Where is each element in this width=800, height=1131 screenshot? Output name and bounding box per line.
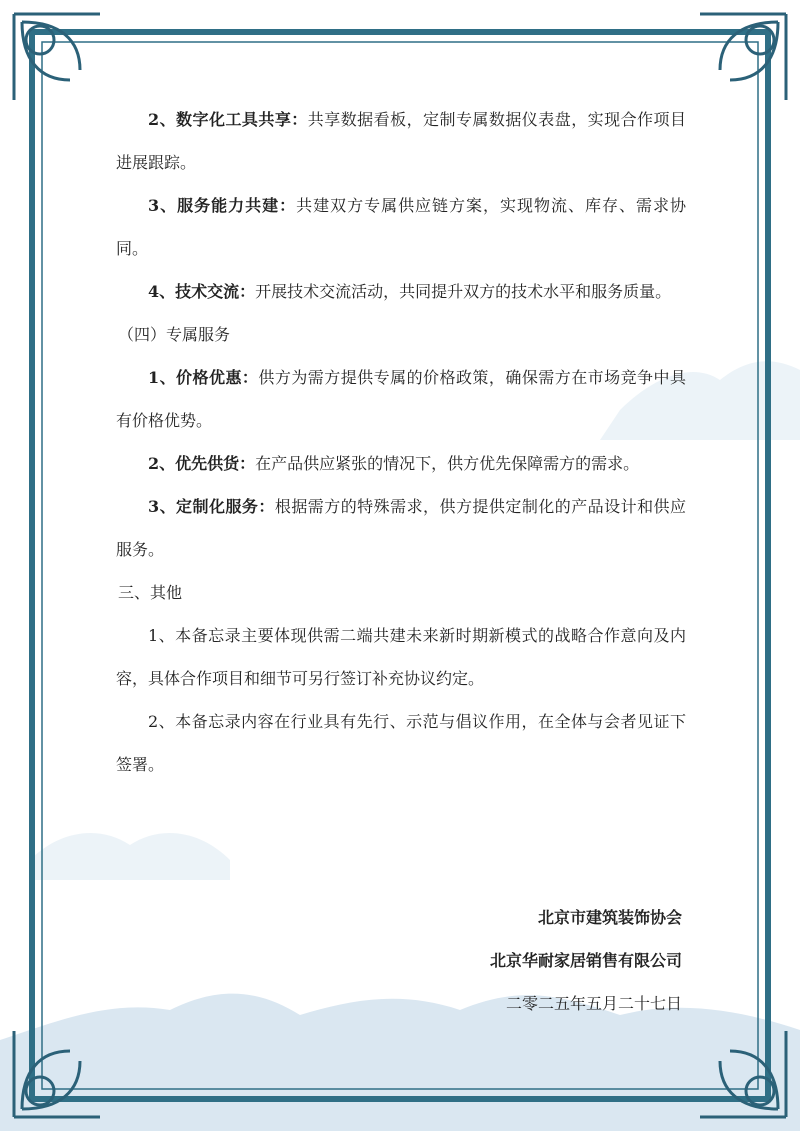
signature-block	[490, 896, 682, 1025]
other-item-2: 2、本备忘录内容在行业具有先行、示范与倡议作用，在全体与会者见证下签署。	[116, 712, 686, 774]
paragraph-4: 4、技术交流：开展技术交流活动，共同提升双方的技术水平和服务质量。	[148, 282, 672, 301]
signing-date: 二零二五年五月二十七日	[505, 994, 682, 1013]
document-body	[116, 98, 686, 786]
paragraph-2: 2、数字化工具共享：共享数据看板，定制专属数据仪表盘，实现合作项目进展跟踪。	[116, 110, 686, 172]
service-item-3: 3、定制化服务：根据需方的特殊需求，供方提供定制化的产品设计和供应服务。	[116, 497, 686, 559]
signatory-org-1: 北京市建筑装饰协会	[537, 908, 682, 927]
section-heading-other: 三、其他	[118, 583, 183, 602]
signatory-org-2: 北京华耐家居销售有限公司	[489, 951, 682, 970]
service-item-2: 2、优先供货：在产品供应紧张的情况下，供方优先保障需方的需求。	[148, 454, 640, 473]
paragraph-3: 3、服务能力共建：共建双方专属供应链方案，实现物流、库存、需求协同。	[116, 196, 686, 258]
section-heading-exclusive-service: （四）专属服务	[118, 325, 231, 344]
service-item-1: 1、价格优惠：供方为需方提供专属的价格政策，确保需方在市场竞争中具有价格优势。	[116, 368, 686, 430]
other-item-1: 1、本备忘录主要体现供需二端共建未来新时期新模式的战略合作意向及内容，具体合作项目和细节可另行签订补充协议约定。	[116, 626, 686, 688]
